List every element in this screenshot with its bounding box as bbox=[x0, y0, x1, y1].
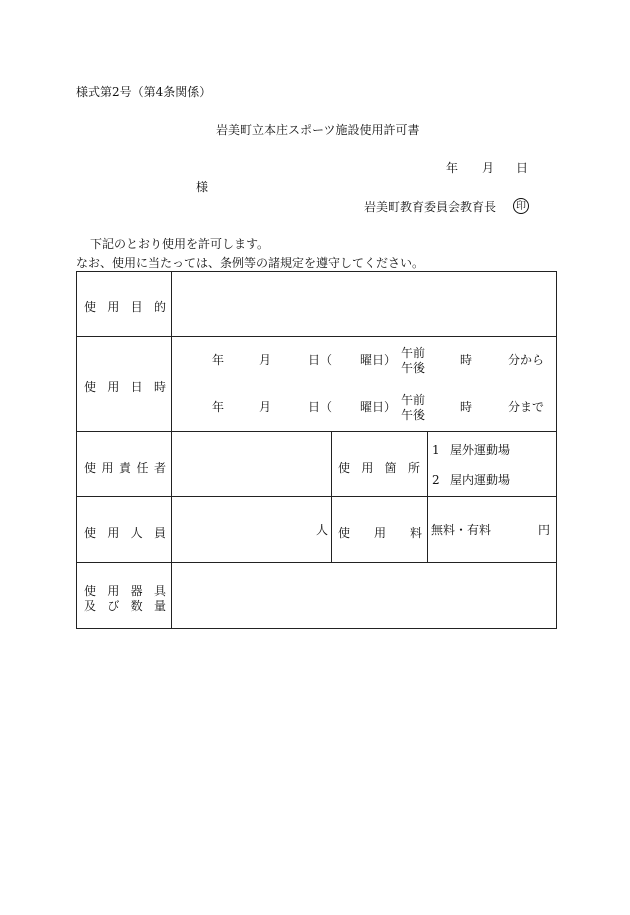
start-minute: 分から bbox=[508, 353, 545, 367]
location-option-number: 2 bbox=[432, 473, 440, 487]
column-divider bbox=[427, 431, 428, 562]
datetime-label: 使 用 日 時 bbox=[84, 380, 166, 394]
end-month: 月 bbox=[259, 400, 272, 414]
permit-form-table bbox=[76, 271, 557, 629]
start-day: 日（ bbox=[308, 353, 333, 367]
location-label: 使 用 箇 所 bbox=[338, 461, 420, 475]
table-border-bottom bbox=[76, 628, 557, 629]
end-pm: 午後 bbox=[401, 408, 426, 422]
people-unit: 人 bbox=[316, 523, 329, 537]
responsible-person-label: 使 用 責 任 者 bbox=[84, 461, 166, 475]
addressee-suffix: 様 bbox=[196, 180, 209, 194]
start-year: 年 bbox=[212, 353, 225, 367]
date-year: 年 bbox=[446, 161, 459, 175]
row-divider bbox=[76, 336, 557, 337]
purpose-label: 使 用 目 的 bbox=[84, 300, 166, 314]
date-day: 日 bbox=[516, 161, 529, 175]
start-am: 午前 bbox=[401, 346, 426, 360]
usage-fee-label: 使 用 料 bbox=[338, 526, 422, 540]
seal-mark: 印 bbox=[513, 198, 529, 214]
start-pm: 午後 bbox=[401, 361, 426, 375]
responsible-person-value-cell[interactable] bbox=[172, 432, 331, 496]
end-minute: 分まで bbox=[508, 400, 545, 414]
column-divider bbox=[331, 431, 332, 562]
purpose-value-cell[interactable] bbox=[172, 272, 556, 336]
body-text-line2: なお、使用に当たっては、条例等の諸規定を遵守してください。 bbox=[76, 256, 425, 270]
equipment-label-line1: 使 用 器 具 bbox=[84, 584, 166, 598]
form-number: 様式第2号（第4条関係） bbox=[76, 85, 212, 99]
start-weekday: 曜日） bbox=[360, 353, 397, 367]
document-title: 岩美町立本庄スポーツ施設使用許可書 bbox=[216, 123, 420, 137]
end-weekday: 曜日） bbox=[360, 400, 397, 414]
table-border-left bbox=[76, 271, 77, 629]
start-month: 月 bbox=[259, 353, 272, 367]
table-border-right bbox=[556, 271, 557, 629]
location-option-text: 屋内運動場 bbox=[450, 473, 511, 487]
equipment-label-line2: 及 び 数 量 bbox=[84, 599, 166, 613]
end-hour: 時 bbox=[460, 400, 473, 414]
end-day: 日（ bbox=[308, 400, 333, 414]
start-hour: 時 bbox=[460, 353, 473, 367]
fee-options[interactable]: 無料・有料 bbox=[431, 523, 492, 537]
date-month: 月 bbox=[482, 161, 495, 175]
fee-unit: 円 bbox=[538, 523, 551, 537]
location-option-number: 1 bbox=[432, 443, 440, 457]
end-am: 午前 bbox=[401, 393, 426, 407]
number-of-users-label: 使 用 人 員 bbox=[84, 526, 166, 540]
end-year: 年 bbox=[212, 400, 225, 414]
issuer-name: 岩美町教育委員会教育長 bbox=[364, 200, 497, 214]
equipment-value-cell[interactable] bbox=[172, 563, 556, 628]
location-option-text: 屋外運動場 bbox=[450, 443, 511, 457]
body-text-line1: 下記のとおり使用を許可します。 bbox=[90, 237, 270, 251]
number-of-users-value-cell[interactable] bbox=[172, 497, 331, 562]
